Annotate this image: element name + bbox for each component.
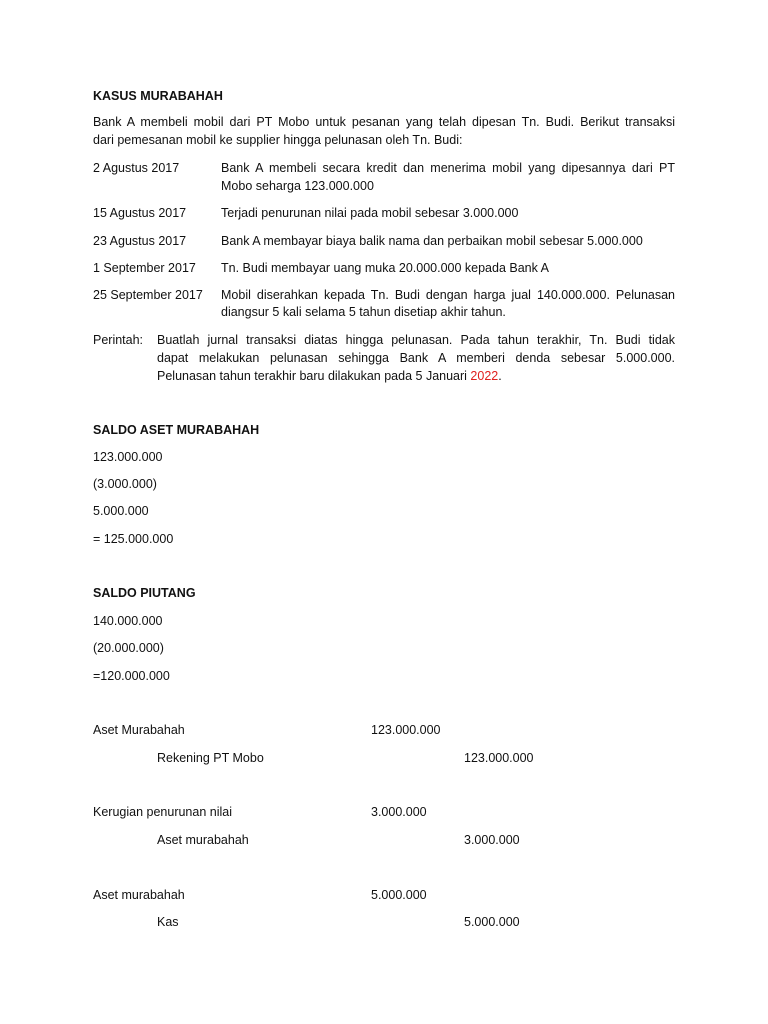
saldo-aset-total: = 125.000.000 (93, 532, 174, 546)
journal-credit-amount: 3.000.000 (464, 833, 520, 847)
saldo-aset-line: (3.000.000) (93, 477, 157, 491)
saldo-piutang-total: =120.000.000 (93, 669, 170, 683)
journal-debit-amount: 5.000.000 (371, 888, 427, 902)
transaction-desc-line-2: Mobo seharga 123.000.000 (221, 179, 374, 193)
transaction-date: 1 September 2017 (93, 261, 196, 275)
instruction-line-1: Buatlah jurnal transaksi diatas hingga pelunasan. Pada tahun terakhir, Tn. Budi tidak (157, 333, 675, 347)
journal-debit-amount: 3.000.000 (371, 805, 427, 819)
case-title: KASUS MURABAHAH (93, 89, 223, 103)
instruction-line-2: dapat melakukan pelunasan sehingga Bank A memberi denda sebesar 5.000.000. (157, 351, 675, 365)
intro-line-1: Bank A membeli mobil dari PT Mobo untuk pesanan yang telah dipesan Tn. Budi. Berikut transaksi (93, 115, 675, 129)
saldo-piutang-line: (20.000.000) (93, 641, 164, 655)
journal-debit-account: Aset murabahah (93, 888, 185, 902)
transaction-date: 25 September 2017 (93, 288, 203, 302)
transaction-desc-line-1: Bank A membeli secara kredit dan menerima mobil yang dipesannya dari PT (221, 161, 675, 175)
instruction-year-highlight: 2022 (470, 369, 499, 383)
saldo-piutang-title: SALDO PIUTANG (93, 586, 196, 600)
instruction-line-3 (157, 368, 502, 385)
journal-credit-account: Rekening PT Mobo (157, 751, 264, 765)
transaction-desc-line-1: Terjadi penurunan nilai pada mobil sebesar 3.000.000 (221, 206, 519, 220)
transaction-desc-line-2: diangsur 5 kali selama 5 tahun disetiap akhir tahun. (221, 305, 506, 319)
saldo-aset-line: 5.000.000 (93, 504, 149, 518)
journal-credit-amount: 5.000.000 (464, 915, 520, 929)
saldo-piutang-line: 140.000.000 (93, 614, 163, 628)
journal-debit-amount: 123.000.000 (371, 723, 441, 737)
transaction-date: 23 Agustus 2017 (93, 234, 187, 248)
instruction-line-3-period: . (498, 369, 502, 383)
transaction-desc-line-1: Mobil diserahkan kepada Tn. Budi dengan harga jual 140.000.000. Pelunasan (221, 288, 675, 302)
journal-debit-account: Kerugian penurunan nilai (93, 805, 232, 819)
journal-debit-account: Aset Murabahah (93, 723, 185, 737)
instruction-line-3-text: Pelunasan tahun terakhir baru dilakukan pada 5 Januari (157, 369, 467, 383)
transaction-date: 15 Agustus 2017 (93, 206, 187, 220)
saldo-aset-title: SALDO ASET MURABAHAH (93, 423, 260, 437)
transaction-desc-line-1: Tn. Budi membayar uang muka 20.000.000 kepada Bank A (221, 261, 549, 275)
transaction-date: 2 Agustus 2017 (93, 161, 180, 175)
instruction-label: Perintah: (93, 333, 144, 347)
saldo-aset-line: 123.000.000 (93, 450, 163, 464)
transaction-desc-line-1: Bank A membayar biaya balik nama dan perbaikan mobil sebesar 5.000.000 (221, 234, 643, 248)
journal-credit-account: Aset murabahah (157, 833, 249, 847)
journal-credit-amount: 123.000.000 (464, 751, 534, 765)
intro-line-2: dari pemesanan mobil ke supplier hingga pelunasan oleh Tn. Budi: (93, 133, 463, 147)
journal-credit-account: Kas (157, 915, 179, 929)
